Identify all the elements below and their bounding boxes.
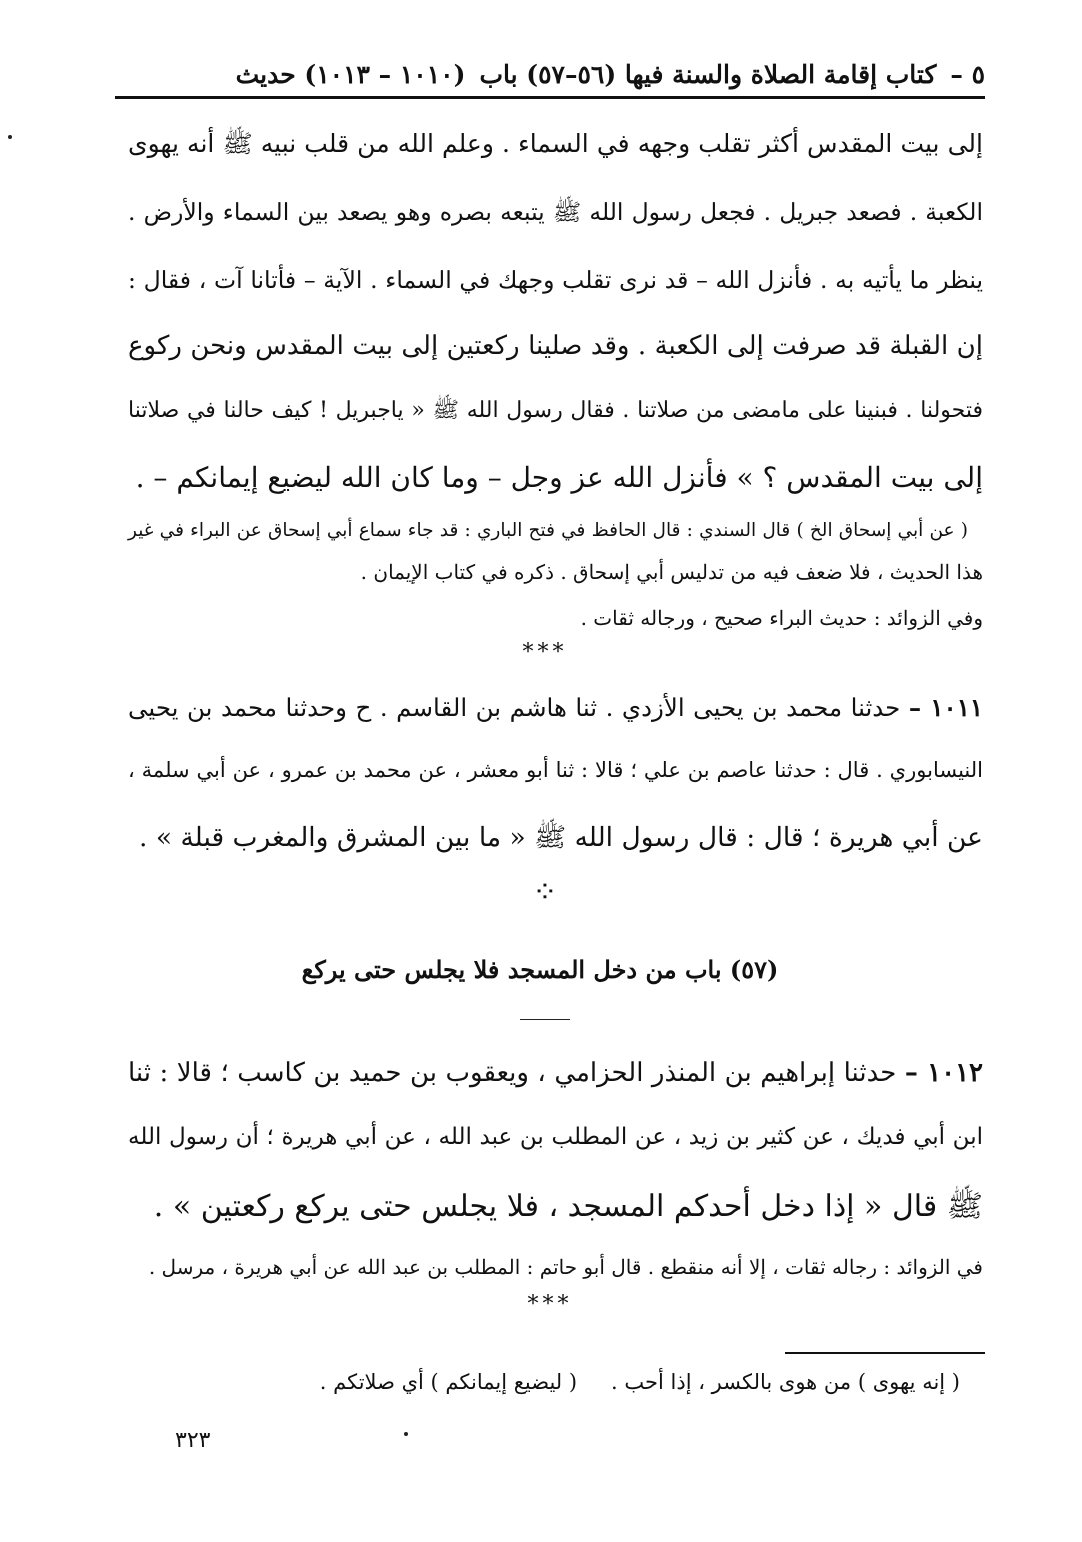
matn-line: إلى بيت المقدس أكثر تقلب وجهه في السماء . وعلم الله من قلب نبيه ﷺ أنه يهوى: [128, 129, 983, 158]
footnote-line: [260, 1370, 960, 1394]
hadith-1012-line: ﷺ قال « إذا دخل أحدكم المسجد ، فلا يجلس حتى يركع ركعتين » .: [153, 1189, 983, 1224]
separator-stars: ***: [527, 1292, 573, 1317]
header-hadith-range: (١٠١٠ – ١٠١٣) حديث: [235, 59, 466, 89]
chapter-rule: [520, 1019, 570, 1020]
separator-dots: ⁘: [532, 875, 558, 910]
hadith-text: حدثنا محمد بن يحيى الأزدي . ثنا هاشم بن القاسم . ح وحدثنا محمد بن يحيى: [128, 693, 901, 722]
header-rule: [115, 96, 985, 99]
scan-speck: [404, 1432, 408, 1436]
page-number: ٣٢٣: [175, 1428, 211, 1453]
hadith-1011-line: [128, 693, 983, 722]
matn-line: ينظر ما يأتيه به . فأنزل الله – قد نرى تقلب وجهك في السماء . الآية – فأتانا آت ، فقال :: [128, 266, 983, 294]
separator-stars: ***: [522, 640, 568, 665]
footnote-gloss: ( إنه يهوى ) من هوى بالكسر ، إذا أحب .: [611, 1370, 960, 1394]
zawaid-note: وفي الزوائد : حديث البراء صحيح ، ورجاله ثقات .: [580, 606, 983, 630]
hadith-1012-line: ابن أبي فديك ، عن كثير بن زيد ، عن المطلب بن عبد الله ، عن أبي هريرة ؛ أن رسول الله: [128, 1124, 983, 1150]
footnote-rule: [785, 1352, 985, 1354]
header-book-title: كتاب إقامة الصلاة والسنة فيها (٥٦–٥٧) باب: [479, 59, 937, 89]
matn-line: الكعبة . فصعد جبريل . فجعل رسول الله ﷺ يتبعه بصره وهو يصعد بين السماء والأرض .: [128, 198, 983, 226]
hadith-number: ١٠١١ –: [908, 693, 984, 722]
commentary-line: ( عن أبي إسحاق الخ ) قال السندي : قال الحافظ في فتح الباري : قد جاء سماع أبي إسحاق عن البراء في غير: [128, 520, 968, 541]
matn-line: إن القبلة قد صرفت إلى الكعبة . وقد صلينا ركعتين إلى بيت المقدس ونحن ركوع: [128, 331, 983, 361]
hadith-text: حدثنا إبراهيم بن المنذر الحزامي ، ويعقوب بن حميد بن كاسب ؛ قالا : ثنا: [128, 1058, 897, 1088]
chapter-heading: (٥٧) باب من دخل المسجد فلا يجلس حتى يركع: [301, 955, 779, 984]
commentary-line: هذا الحديث ، فلا ضعف فيه من تدليس أبي إسحاق . ذكره في كتاب الإيمان .: [360, 560, 983, 584]
hadith-number: ١٠١٢ –: [904, 1058, 983, 1088]
zawaid-note: في الزوائد : رجاله ثقات ، إلا أنه منقطع . قال أبو حاتم : المطلب بن عبد الله عن أبي هريرة ، مرسل .: [148, 1255, 983, 1279]
matn-line: فتحولنا . فبنينا على مامضى من صلاتنا . فقال رسول الله ﷺ « ياجبريل ! كيف حالنا في صلاتنا: [128, 398, 983, 423]
footnote-gloss: ( ليضيع إيمانكم ) أي صلاتكم .: [319, 1370, 578, 1394]
scan-speck: [8, 135, 12, 139]
hadith-1011-line: عن أبي هريرة ؛ قال : قال رسول الله ﷺ « ما بين المشرق والمغرب قبلة » .: [138, 822, 983, 853]
hadith-1012-line: [128, 1058, 983, 1088]
running-header: [115, 52, 985, 96]
hadith-1011-line: النيسابوري . قال : حدثنا عاصم بن علي ؛ قالا : ثنا أبو معشر ، عن محمد بن عمرو ، عن أبي سلمة ،: [128, 758, 983, 782]
header-chapter-number: ٥ –: [950, 59, 985, 89]
matn-line: إلى بيت المقدس ؟ » فأنزل الله عز وجل – وما كان الله ليضيع إيمانكم – .: [135, 461, 983, 494]
